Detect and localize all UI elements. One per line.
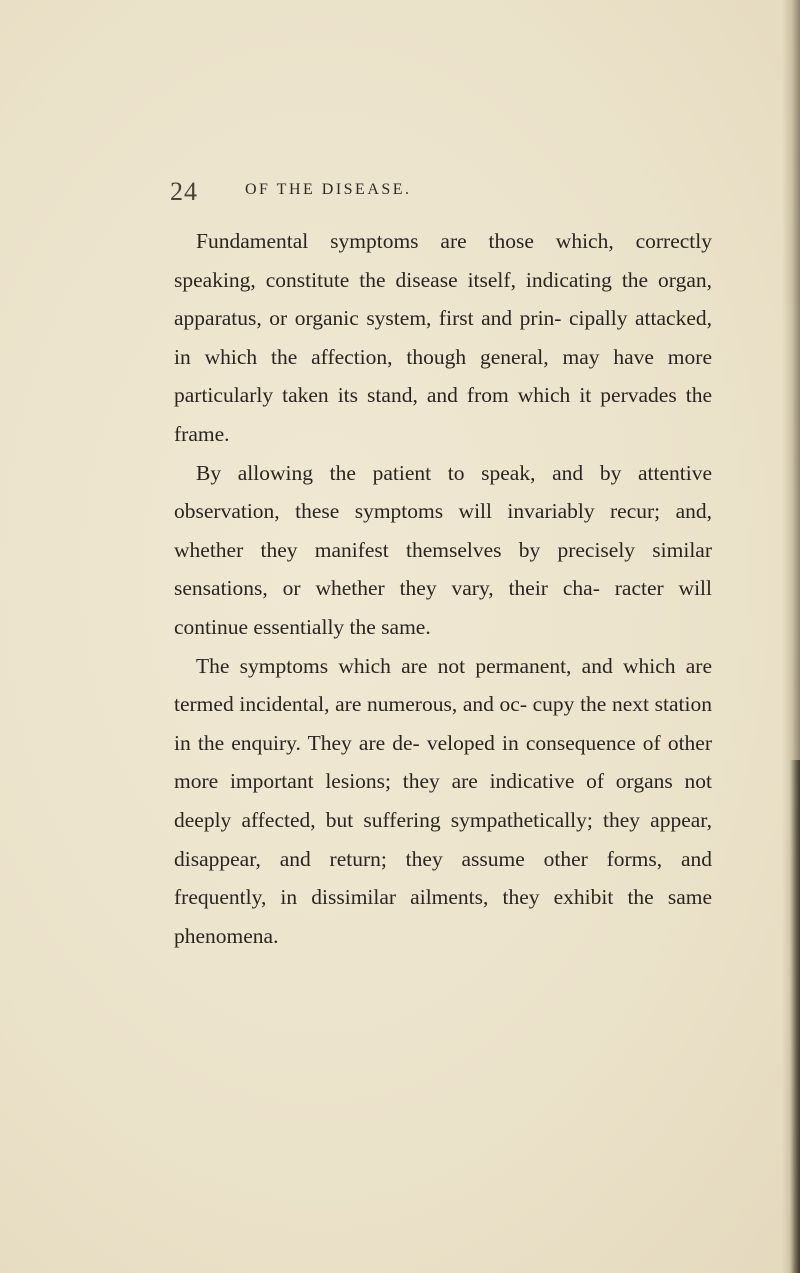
paragraph-patient-observation: By allowing the patient to speak, and by attentive observation, these symptoms will invariably recur; and, whether they manifest themselves by precisely similar sensations, or whether they vary, their cha- racter will continue essentially the same. [174, 460, 712, 639]
body-text [174, 222, 712, 955]
paragraph-fundamental-symptoms: Fundamental symptoms are those which, correctly speaking, constitute the disease itself, indicating the organ, apparatus, or organic system, first and prin- cipally attacked, in which the affection, though general, may have more particularly taken its stand, and from which it pervades the frame. [174, 229, 712, 446]
chapter-title: OF THE DISEASE. [245, 181, 412, 198]
page-number: 24 [170, 177, 198, 206]
paragraph-incidental-symptoms: The symptoms which are not permanent, and which are termed incidental, are numerous, and oc- cupy the next station in the enquiry. They are de- veloped in consequence of other more important lesions; they are indicative of organs not deeply affected, but suffering sympathetically; they appear, disappear, and return; they assume other forms, and frequently, in dissimilar ailments, they exhibit the same phenomena. [174, 653, 712, 948]
running-head [170, 177, 550, 207]
page-edge-binding [790, 760, 800, 1273]
